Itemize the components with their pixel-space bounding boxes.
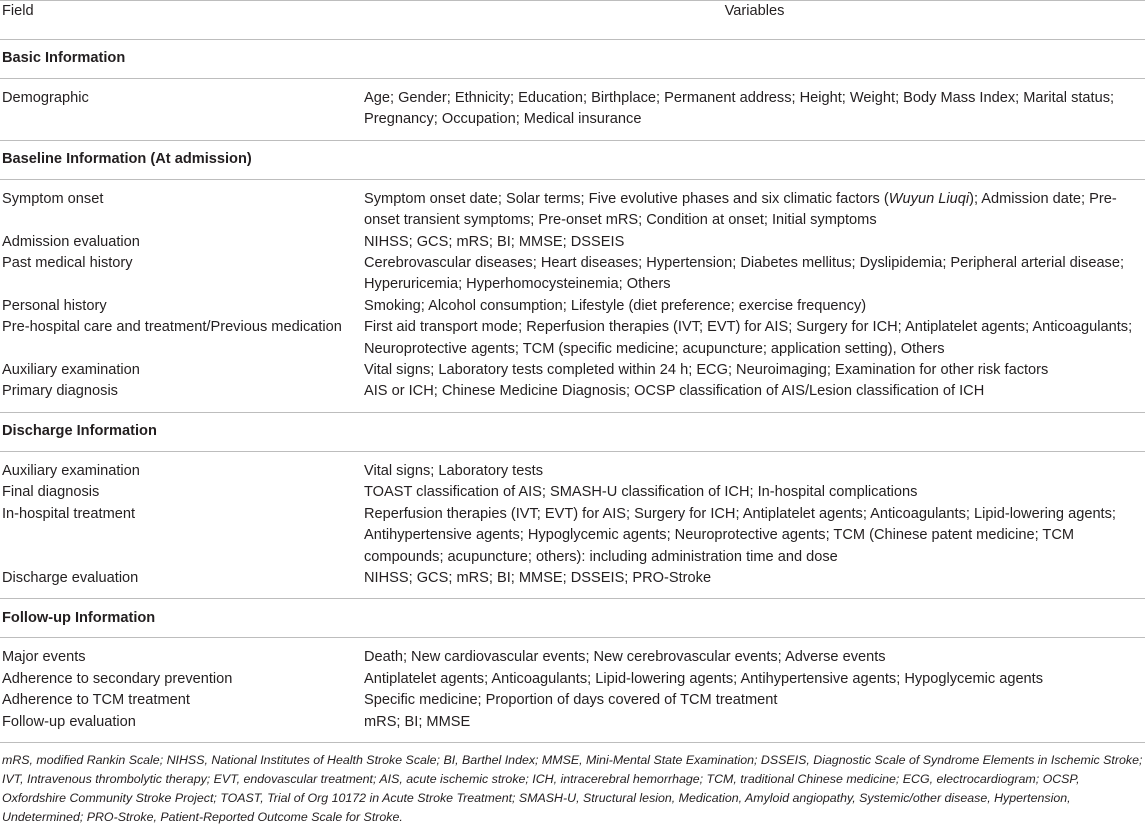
section-heading-follow-up — [0, 599, 1145, 638]
field-cell: In-hospital treatment — [2, 505, 136, 522]
section-heading-discharge — [0, 412, 1145, 451]
field-cell: Adherence to TCM treatment — [2, 692, 190, 709]
variables-text: ); Admission date; Pre-onset transient symptoms; Pre-onset mRS; Condition at onset; Initial symptoms — [364, 190, 1117, 229]
table-row — [0, 79, 1145, 141]
section-title: Basic Information — [0, 40, 1145, 79]
variables-cell: Reperfusion therapies (IVT; EVT) for AIS; Surgery for ICH; Antiplatelet agents; Anticoagulants; Lipid-lowering agents; Antihypertensive agents; Hypoglycemic agents; Neuroprotective agents; TCM (Chinese patent medicine; TCM compounds; acupuncture; others): including administration time and dose — [364, 505, 1116, 565]
variables-cell: Specific medicine; Proportion of days covered of TCM treatment — [364, 692, 778, 709]
field-cell: Auxiliary examination — [2, 362, 140, 379]
field-cell: Auxiliary examination — [2, 462, 140, 479]
section-heading-basic — [0, 40, 1145, 79]
variables-cell: AIS or ICH; Chinese Medicine Diagnosis; OCSP classification of AIS/Lesion classification of ICH — [364, 383, 985, 400]
table-row — [0, 690, 1145, 711]
section-heading-baseline — [0, 140, 1145, 179]
table-header-row — [0, 1, 1145, 40]
field-cell: Past medical history — [2, 255, 133, 272]
table-row — [0, 504, 1145, 568]
table-row — [0, 669, 1145, 690]
table-row — [0, 360, 1145, 381]
variables-cell: NIHSS; GCS; mRS; BI; MMSE; DSSEIS; PRO-Stroke — [364, 569, 712, 586]
table-row — [0, 317, 1145, 360]
table-row — [0, 232, 1145, 253]
field-cell: Adherence to secondary prevention — [2, 670, 233, 687]
table-row — [0, 451, 1145, 482]
variables-cell: NIHSS; GCS; mRS; BI; MMSE; DSSEIS — [364, 233, 625, 250]
field-cell: Final diagnosis — [2, 484, 100, 501]
field-cell: Discharge evaluation — [2, 569, 139, 586]
field-cell: Follow-up evaluation — [2, 713, 136, 730]
field-cell: Demographic — [2, 90, 89, 106]
section-title: Follow-up Information — [0, 599, 1145, 638]
field-cell: Primary diagnosis — [2, 383, 118, 400]
variables-cell: Age; Gender; Ethnicity; Education; Birthplace; Permanent address; Height; Weight; Body Mass Index; Marital status; Pregnancy; Occupation; Medical insurance — [364, 90, 1115, 128]
table-row — [0, 179, 1145, 231]
field-cell: Pre-hospital care and treatment/Previous medication — [2, 319, 342, 336]
variables-cell: mRS; BI; MMSE — [364, 713, 471, 730]
field-cell: Admission evaluation — [2, 233, 140, 250]
section-title: Baseline Information (At admission) — [0, 140, 1145, 179]
header-field: Field — [0, 1, 364, 40]
variables-cell: Vital signs; Laboratory tests — [364, 462, 544, 479]
variables-cell: Death; New cardiovascular events; New cerebrovascular events; Adverse events — [364, 649, 886, 666]
table-row — [0, 568, 1145, 599]
field-cell: Major events — [2, 649, 86, 666]
table-row — [0, 296, 1145, 317]
table-row — [0, 638, 1145, 669]
table-row — [0, 712, 1145, 742]
header-variables: Variables — [364, 1, 1145, 40]
variables-cell: Cerebrovascular diseases; Heart diseases; Hypertension; Diabetes mellitus; Dyslipidemia; Peripheral arterial disease; Hyperuricemia; Hyperhomocysteinemia; Others — [364, 255, 1125, 293]
section-title: Discharge Information — [0, 412, 1145, 451]
variables-cell: TOAST classification of AIS; SMASH-U classification of ICH; In-hospital complications — [364, 484, 918, 501]
variables-text: Symptom onset date; Solar terms; Five evolutive phases and six climatic factors ( — [364, 190, 889, 207]
table-row — [0, 253, 1145, 296]
field-cell: Personal history — [2, 297, 107, 314]
table-footnote: mRS, modified Rankin Scale; NIHSS, National Institutes of Health Stroke Scale; BI, Barthel Index; MMSE, Mini-Mental State Examination; DSSEIS, Diagnostic Scale of Syndrome Elements in Ischemic Stroke; IVT, Intravenous thrombolytic therapy; EVT, endovascular treatment; AIS, acute ischemic stroke; ICH, intracerebral hemorrhage; TCM, traditional Chinese medicine; ECG, electrocardiogram; OCSP, Oxfordshire Community Stroke Project; TOAST, Trial of Org 10172 in Acute Stroke Treatment; SMASH-U, Structural lesion, Medication, Amyloid angiopathy, Systemic/other disease, Hypertension, Undetermined; PRO-Stroke, Patient-Reported Outcome Scale for Stroke. — [0, 742, 1145, 827]
variables-italic-text: Wuyun Liuqi — [888, 190, 970, 207]
table-row — [0, 482, 1145, 503]
table-row — [0, 381, 1145, 412]
variables-cell: Smoking; Alcohol consumption; Lifestyle (diet preference; exercise frequency) — [364, 297, 867, 314]
variables-cell: Antiplatelet agents; Anticoagulants; Lipid-lowering agents; Antihypertensive agents; Hypoglycemic agents — [364, 670, 1044, 687]
variables-cell — [364, 179, 1145, 231]
variables-cell: First aid transport mode; Reperfusion therapies (IVT; EVT) for AIS; Surgery for ICH; Antiplatelet agents; Anticoagulants; Neuroprotective agents; TCM (specific medicine; acupuncture; application setting), Others — [364, 319, 1133, 357]
variables-cell: Vital signs; Laboratory tests completed within 24 h; ECG; Neuroimaging; Examination for other risk factors — [364, 362, 1049, 379]
field-cell: Symptom onset — [2, 190, 104, 207]
